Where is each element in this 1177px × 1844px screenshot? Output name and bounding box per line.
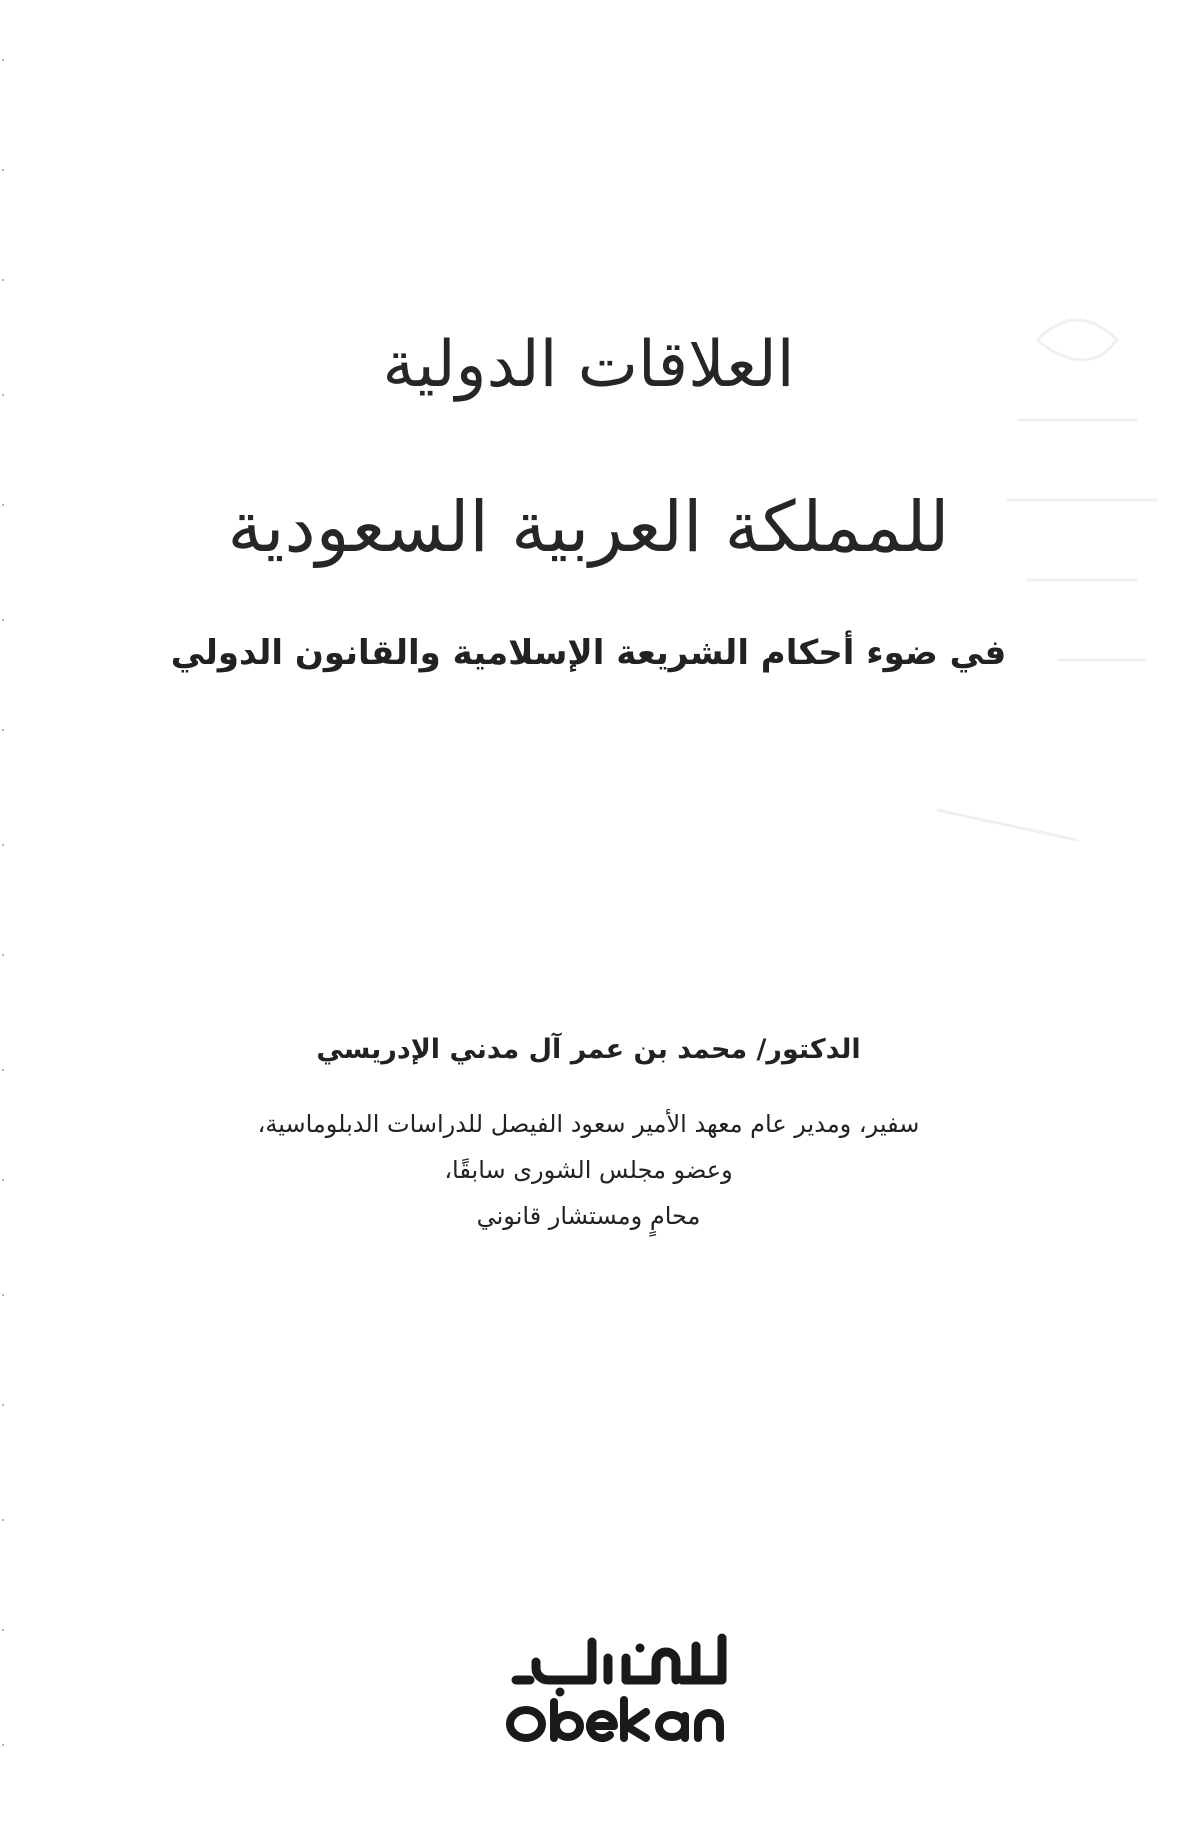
binding-dots <box>0 0 8 1844</box>
book-title-line-1: العلاقات الدولية <box>382 328 795 402</box>
book-title-line-2: للمملكة العربية السعودية <box>227 486 950 568</box>
credential-line-2: وعضو مجلس الشورى سابقًا، <box>444 1156 733 1184</box>
book-subtitle: في ضوء أحكام الشريعة الإسلامية والقانون الدولي <box>170 633 1007 673</box>
author-credentials <box>0 1101 1177 1239</box>
obeikan-logo <box>500 1628 740 1748</box>
author-name: الدكتور/ محمد بن عمر آل مدني الإدريسي <box>316 1034 861 1065</box>
credential-line-3: محامٍ ومستشار قانوني <box>476 1202 701 1230</box>
credential-line-1: سفير، ومدير عام معهد الأمير سعود الفيصل للدراسات الدبلوماسية، <box>257 1110 920 1138</box>
